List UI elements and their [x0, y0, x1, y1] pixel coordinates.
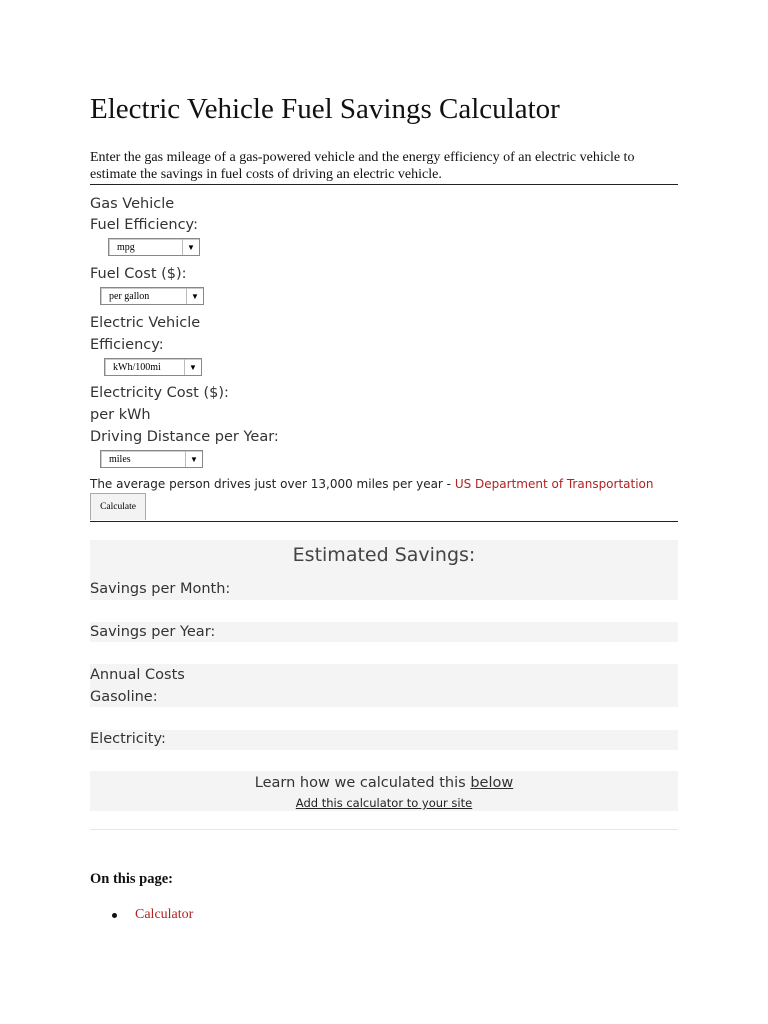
calculator-link[interactable]: Calculator — [135, 907, 194, 922]
fuel-efficiency-unit-value: mpg — [117, 241, 135, 253]
divider — [90, 829, 678, 830]
savings-per-year-label: Savings per Year: — [90, 624, 216, 640]
list-item — [112, 907, 193, 923]
driving-distance-label: Driving Distance per Year: — [90, 429, 279, 445]
electric-vehicle-label: Electric Vehicle — [90, 315, 201, 331]
calculate-bar — [90, 493, 678, 522]
gas-vehicle-label: Gas Vehicle — [90, 196, 175, 212]
average-distance-note-text: The average person drives just over 13,000 miles per year - — [90, 477, 455, 491]
fuel-efficiency-label: Fuel Efficiency: — [90, 217, 198, 233]
fuel-efficiency-unit-select[interactable] — [108, 238, 200, 256]
chevron-down-icon: ▼ — [186, 288, 203, 304]
ev-efficiency-unit-select[interactable] — [104, 358, 202, 376]
bullet-dot-icon — [112, 913, 117, 918]
fuel-cost-label: Fuel Cost ($): — [90, 266, 187, 282]
on-this-page-heading: On this page: — [90, 871, 173, 887]
us-dot-link[interactable]: US Department of Transportation — [454, 477, 654, 491]
annual-costs-label: Annual Costs — [90, 667, 185, 683]
add-calculator-link[interactable]: Add this calculator to your site — [295, 796, 473, 810]
gasoline-cost-label: Gasoline: — [90, 689, 158, 705]
electricity-band — [90, 730, 678, 750]
chevron-down-icon: ▼ — [185, 451, 202, 467]
intro-text: Enter the gas mileage of a gas-powered vehicle and the energy efficiency of an electric vehicle to estimate the savings in fuel costs of driving an electric vehicle. — [90, 149, 678, 185]
learn-how-label: Learn how we calculated this — [254, 775, 471, 791]
chevron-down-icon: ▼ — [182, 239, 199, 255]
ev-efficiency-unit-value: kWh/100mi — [113, 361, 161, 373]
electricity-cost-label: Electricity Cost ($): — [90, 385, 229, 401]
calculate-button[interactable]: Calculate — [90, 493, 146, 520]
distance-unit-select[interactable] — [100, 450, 203, 468]
estimated-savings-heading: Estimated Savings: — [292, 544, 476, 566]
electricity-cost-unit: per kWh — [90, 407, 151, 423]
average-distance-note — [90, 477, 654, 491]
electricity-cost-result-label: Electricity: — [90, 731, 166, 747]
fuel-cost-unit-value: per gallon — [109, 290, 150, 302]
page-title: Electric Vehicle Fuel Savings Calculator — [90, 93, 560, 125]
learn-how-text — [90, 775, 678, 791]
chevron-down-icon: ▼ — [184, 359, 201, 375]
ev-efficiency-label: Efficiency: — [90, 337, 164, 353]
distance-unit-value: miles — [109, 453, 131, 465]
savings-per-month-label: Savings per Month: — [90, 581, 231, 597]
below-link[interactable]: below — [470, 775, 514, 791]
fuel-cost-unit-select[interactable] — [100, 287, 204, 305]
